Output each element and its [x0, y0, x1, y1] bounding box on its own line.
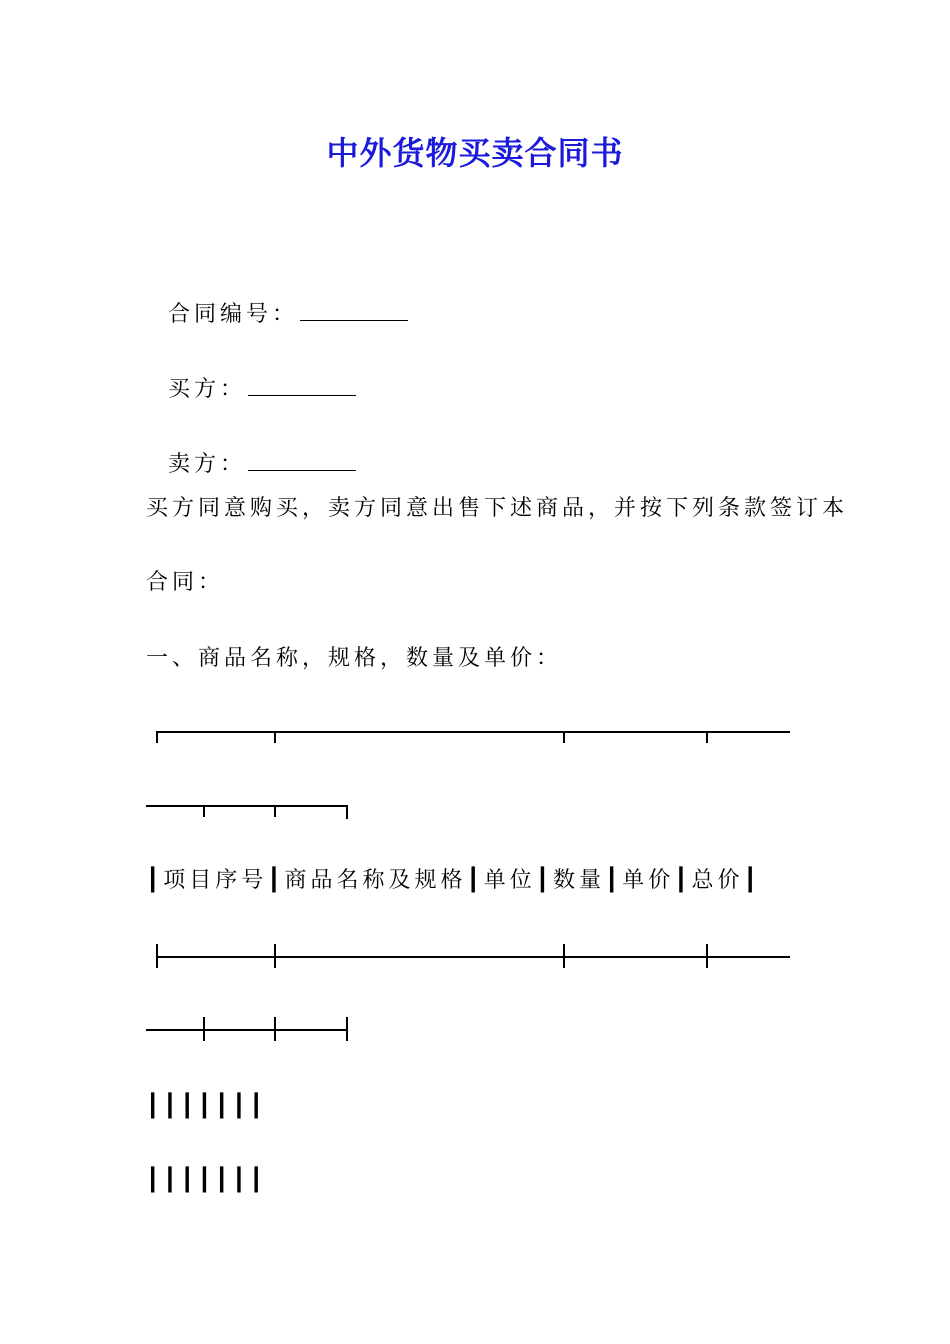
buyer-line	[146, 345, 356, 405]
contract-number-label: 合同编号：	[168, 302, 299, 327]
intro-paragraph-line-2: 合同：	[146, 570, 225, 595]
table-empty-row-2: ┃┃┃┃┃┃┃	[146, 1168, 267, 1193]
seller-label: 卖方：	[168, 452, 247, 477]
intro-paragraph-line-1: 买方同意购买，卖方同意出售下述商品，并按下列条款签订本	[146, 496, 849, 521]
seller-blank	[248, 450, 356, 471]
table-empty-row-1: ┃┃┃┃┃┃┃	[146, 1094, 267, 1119]
contract-number-blank	[300, 300, 408, 321]
table-header-row: ┃项目序号┃商品名称及规格┃单位┃数量┃单价┃总价┃	[146, 868, 761, 893]
section-1-heading: 一、商品名称，规格，数量及单价：	[146, 646, 563, 671]
contract-number-line	[146, 270, 408, 330]
document-title: 中外货物买卖合同书	[326, 134, 624, 172]
buyer-blank	[248, 375, 356, 396]
seller-line	[146, 420, 356, 480]
buyer-label: 买方：	[168, 377, 247, 402]
